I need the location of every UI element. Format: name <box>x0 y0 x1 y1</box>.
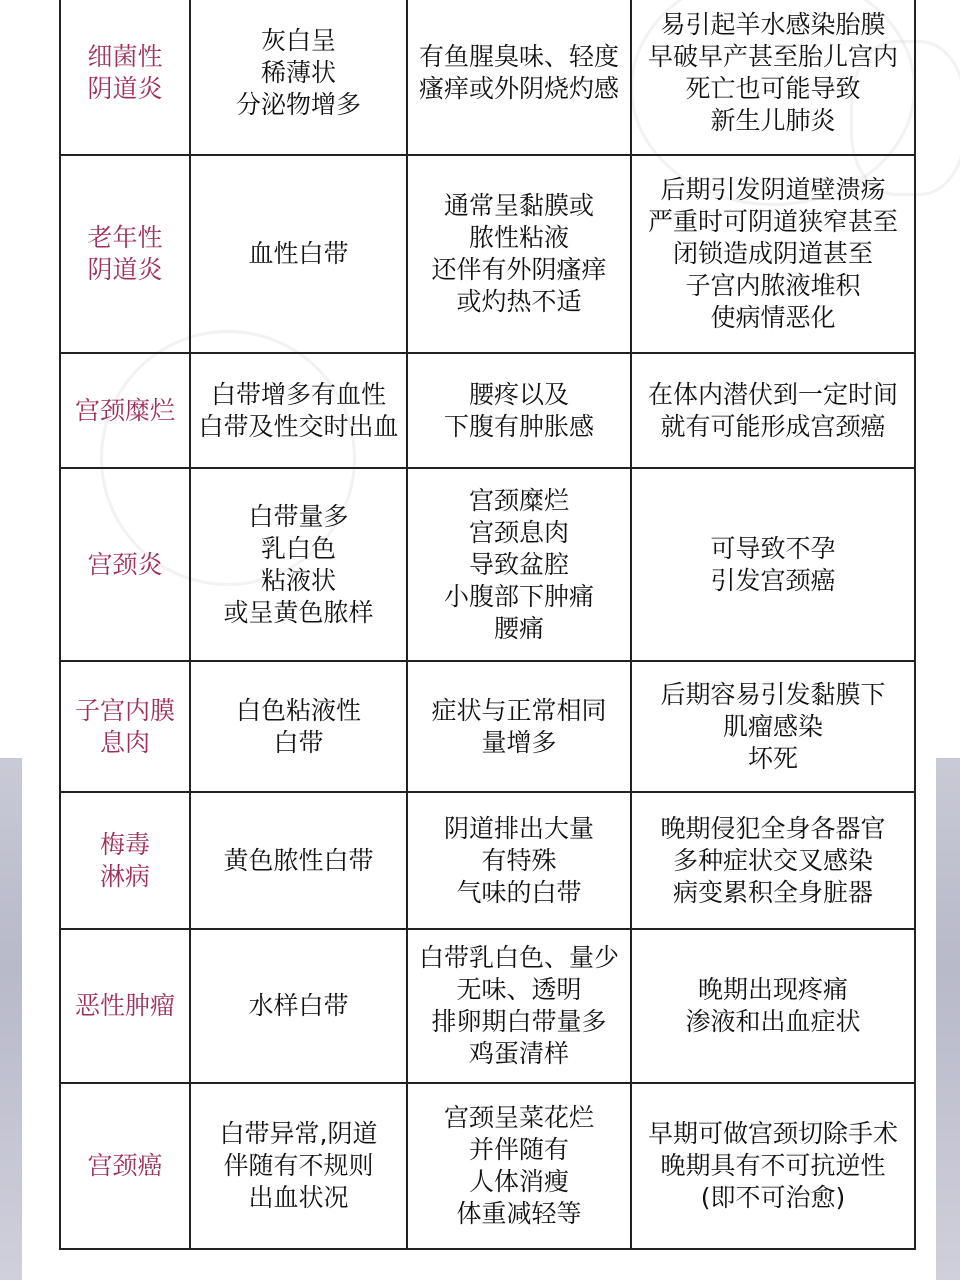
table-row <box>60 929 915 1083</box>
harm-cell: 易引起羊水感染胎膜 早破早产甚至胎儿宫内 死亡也可能导致 新生儿肺炎 <box>631 0 915 155</box>
harm-cell: 晚期出现疼痛 渗液和出血症状 <box>631 929 915 1083</box>
disease-table <box>59 0 916 1250</box>
harm-cell: 可导致不孕 引发宫颈癌 <box>631 468 915 661</box>
discharge-cell: 白色粘液性 白带 <box>190 661 407 792</box>
table-row <box>60 353 915 468</box>
background-band-left <box>0 758 22 1280</box>
harm-cell: 后期引发阴道壁溃疡 严重时可阴道狭窄甚至 闭锁造成阴道甚至 子宫内脓液堆积 使病情恶化 <box>631 155 915 353</box>
symptoms-cell: 通常呈黏膜或 脓性粘液 还伴有外阴瘙痒 或灼热不适 <box>407 155 631 353</box>
harm-cell: 早期可做宫颈切除手术 晚期具有不可抗逆性 (即不可治愈) <box>631 1083 915 1249</box>
table-row <box>60 155 915 353</box>
discharge-cell: 白带增多有血性 白带及性交时出血 <box>190 353 407 468</box>
table-row <box>60 468 915 661</box>
symptoms-cell: 症状与正常相同 量增多 <box>407 661 631 792</box>
symptoms-cell: 宫颈糜烂 宫颈息肉 导致盆腔 小腹部下肿痛 腰痛 <box>407 468 631 661</box>
harm-cell: 在体内潜伏到一定时间 就有可能形成宫颈癌 <box>631 353 915 468</box>
background-band-right <box>936 758 960 1280</box>
disease-name-cell: 宫颈炎 <box>60 468 190 661</box>
discharge-cell: 灰白呈 稀薄状 分泌物增多 <box>190 0 407 155</box>
disease-name-cell: 宫颈癌 <box>60 1083 190 1249</box>
symptoms-cell: 阴道排出大量 有特殊 气味的白带 <box>407 792 631 929</box>
harm-cell: 后期容易引发黏膜下 肌瘤感染 坏死 <box>631 661 915 792</box>
symptoms-cell: 宫颈呈菜花烂 并伴随有 人体消瘦 体重减轻等 <box>407 1083 631 1249</box>
disease-name-cell: 恶性肿瘤 <box>60 929 190 1083</box>
table-row <box>60 1083 915 1249</box>
discharge-cell: 黄色脓性白带 <box>190 792 407 929</box>
table-row <box>60 0 915 155</box>
symptoms-cell: 腰疼以及 下腹有肿胀感 <box>407 353 631 468</box>
disease-name-cell: 细菌性 阴道炎 <box>60 0 190 155</box>
disease-name-cell: 梅毒 淋病 <box>60 792 190 929</box>
discharge-cell: 白带异常,阴道 伴随有不规则 出血状况 <box>190 1083 407 1249</box>
table-row <box>60 792 915 929</box>
harm-cell: 晚期侵犯全身各器官 多种症状交叉感染 病变累积全身脏器 <box>631 792 915 929</box>
table-row <box>60 661 915 792</box>
discharge-cell: 水样白带 <box>190 929 407 1083</box>
discharge-cell: 白带量多 乳白色 粘液状 或呈黄色脓样 <box>190 468 407 661</box>
discharge-cell: 血性白带 <box>190 155 407 353</box>
symptoms-cell: 白带乳白色、量少 无味、透明 排卵期白带量多 鸡蛋清样 <box>407 929 631 1083</box>
symptoms-cell: 有鱼腥臭味、轻度 瘙痒或外阴烧灼感 <box>407 0 631 155</box>
disease-name-cell: 宫颈糜烂 <box>60 353 190 468</box>
disease-name-cell: 老年性 阴道炎 <box>60 155 190 353</box>
disease-name-cell: 子宫内膜 息肉 <box>60 661 190 792</box>
